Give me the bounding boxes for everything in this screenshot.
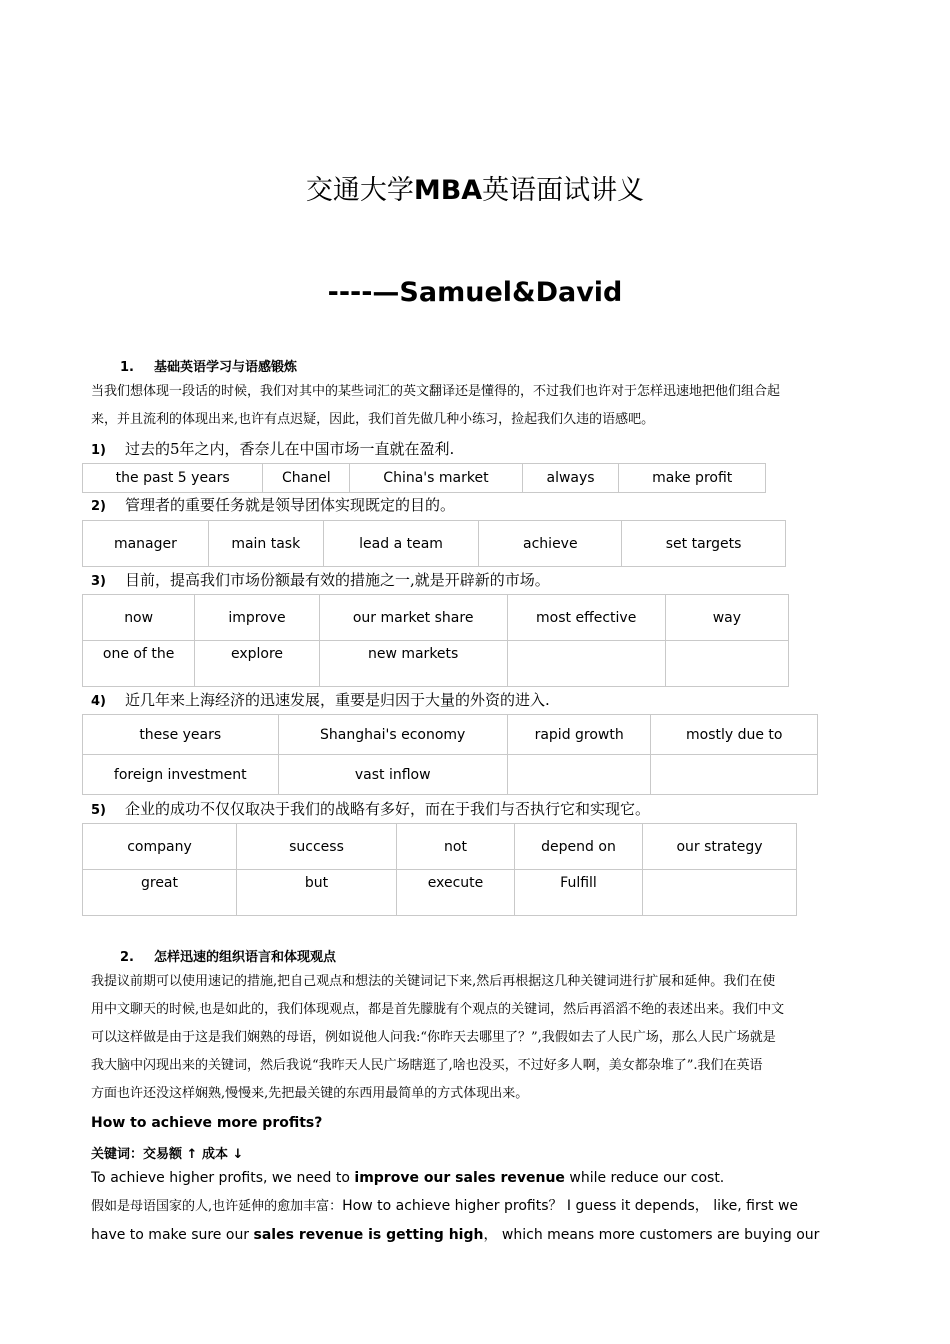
extended-line-1 xyxy=(91,1192,861,1221)
table-cell: new markets xyxy=(319,641,507,687)
table-cell: way xyxy=(665,595,788,641)
table-cell: mostly due to xyxy=(651,715,818,755)
table-row xyxy=(83,824,797,870)
paragraph-line: 可以这样做是由于这是我们娴熟的母语，例如说他人问我:“你昨天去哪里了？”,我假如去了人民广场，那么人民广场就是 xyxy=(91,1030,776,1045)
table-cell: Fulfill xyxy=(515,870,643,916)
question-number: 4) xyxy=(91,694,106,709)
section1-heading xyxy=(120,356,297,375)
table-cell: explore xyxy=(195,641,319,687)
keywords-line: 关键词：交易额 ↑ 成本 ↓ xyxy=(91,1147,244,1162)
question-number: 5) xyxy=(91,803,106,818)
question-4 xyxy=(91,689,550,710)
question-sentence: 过去的5年之内，香奈儿在中国市场一直就在盈利. xyxy=(125,440,455,458)
paragraph-line: 我提议前期可以使用速记的措施,把自己观点和想法的关键词记下来,然后再根据这几种关键词进行扩展和延伸。我们在使 xyxy=(91,974,776,989)
table-row xyxy=(83,464,766,493)
table-cell: but xyxy=(237,870,397,916)
paragraph-line: 我大脑中闪现出来的关键词，然后我说“我昨天人民广场瞎逛了,啥也没买，不过好多人啊，美女都杂堆了”.我们在英语 xyxy=(91,1058,763,1073)
extended-en: ， which means more customers are buying our xyxy=(483,1227,820,1243)
intro-line-1: 当我们想体现一段话的时候，我们对其中的某些词汇的英文翻译还是懂得的，不过我们也许对于怎样迅速地把他们组合起 xyxy=(91,384,781,399)
table-cell: China's market xyxy=(350,464,522,493)
table-row xyxy=(83,870,797,916)
question-sentence: 企业的成功不仅仅取决于我们的战略有多好，而在于我们与否执行它和实现它。 xyxy=(125,800,651,818)
title-suffix: 英语面试讲义 xyxy=(482,175,645,206)
table-row xyxy=(83,755,818,795)
extended-answer xyxy=(91,1192,861,1250)
table-row xyxy=(83,715,818,755)
section2-number: 2. xyxy=(120,950,134,965)
section2-paragraph xyxy=(91,968,861,1108)
question-sentence: 目前，提高我们市场份额最有效的措施之一,就是开辟新的市场。 xyxy=(125,571,550,589)
table-cell xyxy=(507,641,665,687)
question-number: 2) xyxy=(91,499,106,514)
answer-emphasis: improve our sales revenue xyxy=(354,1170,565,1186)
table-cell: make profit xyxy=(619,464,766,493)
table-row xyxy=(83,641,789,687)
paragraph-line: 用中文聊天的时候,也是如此的，我们体现观点，都是首先朦胧有个观点的关键词，然后再滔滔不绝的表述出来。我们中文 xyxy=(91,1002,785,1017)
table-cell: Shanghai's economy xyxy=(278,715,507,755)
table-cell: most effective xyxy=(507,595,665,641)
page-title xyxy=(0,168,950,207)
question-1 xyxy=(91,438,454,459)
keyword-table-3 xyxy=(82,594,789,687)
table-cell: the past 5 years xyxy=(83,464,263,493)
extended-en: have to make sure our xyxy=(91,1227,254,1243)
question-2 xyxy=(91,494,455,515)
title-bold: MBA xyxy=(413,175,483,206)
table-cell: one of the xyxy=(83,641,195,687)
table-cell: foreign investment xyxy=(83,755,279,795)
extended-line-2 xyxy=(91,1221,861,1250)
table-cell xyxy=(643,870,797,916)
table-cell: success xyxy=(237,824,397,870)
intro-line-2: 来，并且流利的体现出来,也许有点迟疑，因此，我们首先做几种小练习，捡起我们久违的语感吧。 xyxy=(91,412,655,427)
table-cell: main task xyxy=(208,521,323,567)
example-question: How to achieve more profits? xyxy=(91,1115,323,1131)
table-cell: vast inflow xyxy=(278,755,507,795)
table-cell: set targets xyxy=(622,521,786,567)
table-cell: improve xyxy=(195,595,319,641)
table-cell: always xyxy=(522,464,619,493)
question-sentence: 管理者的重要任务就是领导团体实现既定的目的。 xyxy=(125,496,456,514)
extended-emphasis: sales revenue is getting high xyxy=(253,1227,484,1243)
table-cell: Chanel xyxy=(263,464,350,493)
table-cell: manager xyxy=(83,521,209,567)
table-cell: now xyxy=(83,595,195,641)
section1-heading-text: 基础英语学习与语感锻炼 xyxy=(154,360,298,375)
answer-text: To achieve higher profits, we need to xyxy=(91,1170,355,1186)
table-cell: achieve xyxy=(479,521,622,567)
section2-heading-text: 怎样迅速的组织语言和体现观点 xyxy=(154,950,337,965)
table-cell xyxy=(651,755,818,795)
table-cell xyxy=(665,641,788,687)
table-cell: rapid growth xyxy=(507,715,651,755)
title-prefix: 交通大学 xyxy=(305,175,414,206)
answer-line xyxy=(91,1170,724,1186)
question-number: 1) xyxy=(91,443,106,458)
paragraph-line: 方面也许还没这样娴熟,慢慢来,先把最关键的东西用最简单的方式体现出来。 xyxy=(91,1086,529,1101)
table-cell: not xyxy=(397,824,515,870)
table-cell: our market share xyxy=(319,595,507,641)
table-cell: depend on xyxy=(515,824,643,870)
table-cell: execute xyxy=(397,870,515,916)
section1-number: 1. xyxy=(120,360,134,375)
extended-en: How to achieve higher profits？ I guess it depends， like, first we xyxy=(342,1198,799,1214)
table-cell: lead a team xyxy=(323,521,479,567)
keyword-table-2 xyxy=(82,520,786,567)
section2-heading xyxy=(120,946,336,965)
page-subtitle: ----—Samuel&David xyxy=(327,277,623,308)
table-cell: our strategy xyxy=(643,824,797,870)
table-cell xyxy=(507,755,651,795)
table-row xyxy=(83,521,786,567)
table-cell: company xyxy=(83,824,237,870)
question-number: 3) xyxy=(91,574,106,589)
table-cell: great xyxy=(83,870,237,916)
keyword-table-4 xyxy=(82,714,818,795)
question-3 xyxy=(91,569,550,590)
keyword-table-1 xyxy=(82,463,766,493)
question-5 xyxy=(91,798,650,819)
table-cell: these years xyxy=(83,715,279,755)
keyword-table-5 xyxy=(82,823,797,916)
extended-cn: 假如是母语国家的人,也许延伸的愈加丰富： xyxy=(91,1199,343,1214)
answer-text: while reduce our cost. xyxy=(564,1170,725,1186)
section1-intro xyxy=(91,378,861,434)
table-row xyxy=(83,595,789,641)
question-sentence: 近几年来上海经济的迅速发展，重要是归因于大量的外资的进入. xyxy=(125,691,550,709)
